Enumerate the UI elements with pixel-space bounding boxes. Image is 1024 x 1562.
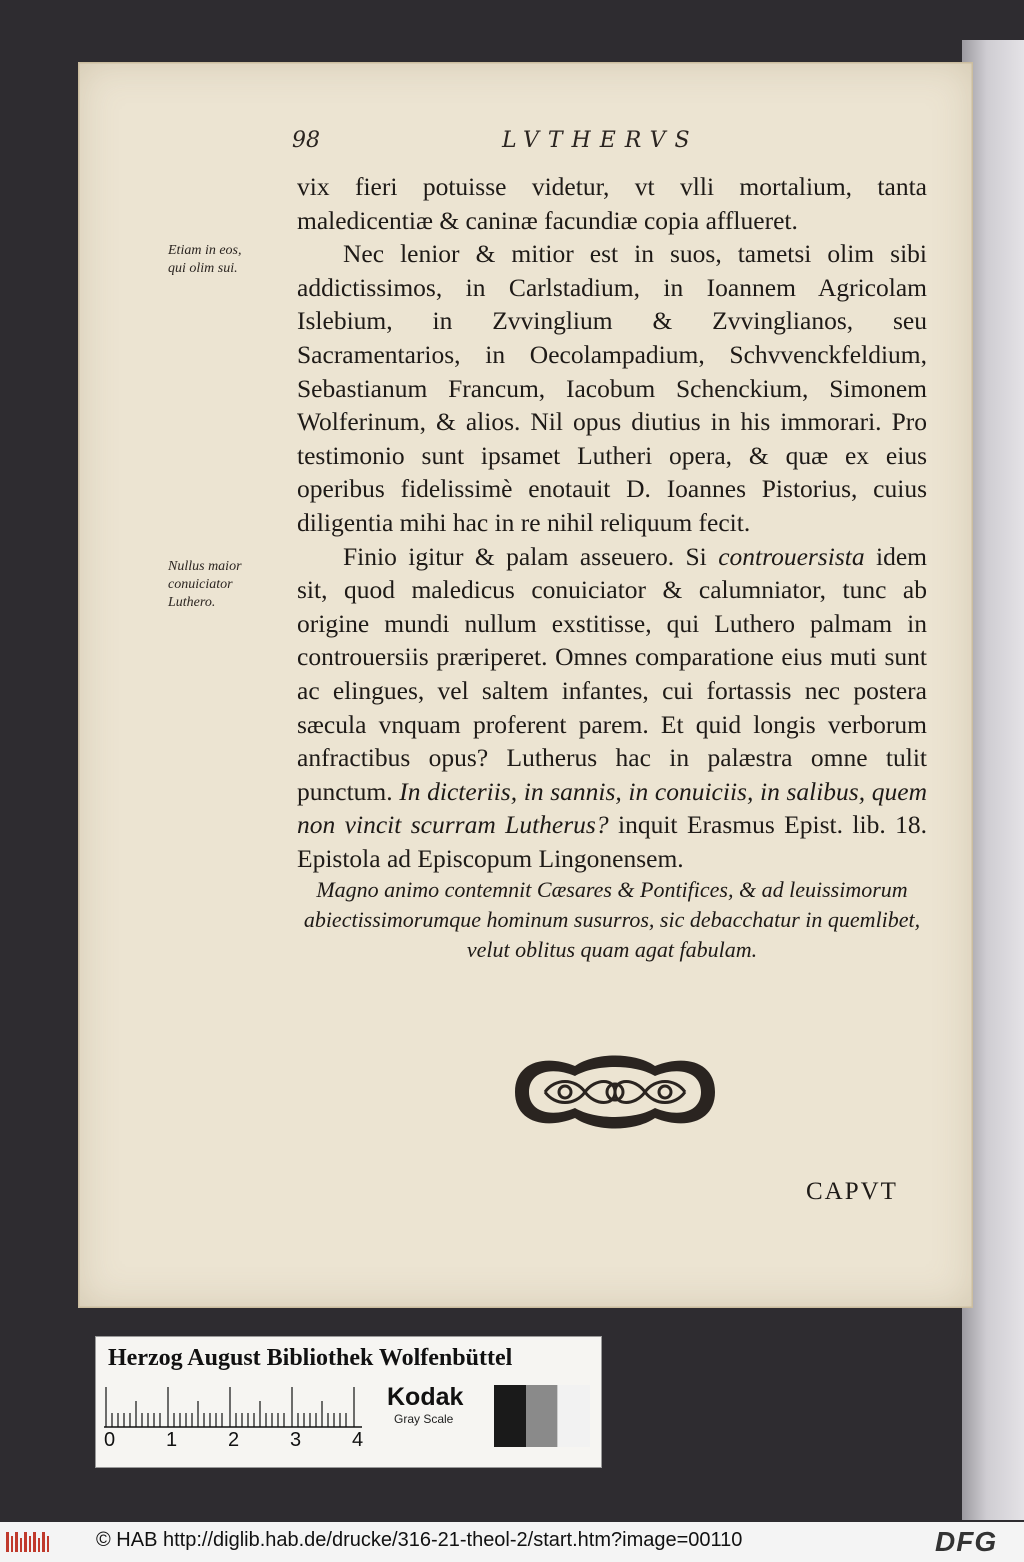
kodak-brand: Kodak	[387, 1383, 464, 1411]
closing-quote: Magno animo contemnit Cæsares & Pontifices, & ad leuissimorum abiectissimorumque hominum susurros, sic debacchatur in quemlibet, velut oblitus quam agat fabulam.	[303, 877, 921, 963]
margin-note-line: Etiam in eos,	[168, 243, 242, 258]
ruler-number: 3	[290, 1429, 302, 1451]
gray-scale-label: Gray Scale	[394, 1412, 454, 1426]
ruler-number: 0	[104, 1429, 116, 1451]
body-text	[297, 170, 927, 965]
margin-note-1	[168, 242, 296, 278]
paragraph-1: vix fieri potuisse videtur, vt vlli mortalium, tanta maledicentiæ & caninæ facundiæ copia afflueret.	[297, 172, 927, 235]
paragraph-3-italic: controuersista	[718, 541, 865, 571]
ruler-number: 2	[228, 1429, 240, 1451]
ruler-number: 1	[166, 1429, 178, 1451]
paragraph-3	[297, 540, 927, 876]
margin-note-line: conuiciator	[168, 577, 233, 592]
gray-swatches	[494, 1385, 590, 1447]
erasmus-quote: In dicteriis, in sannis, in conuiciis, in salibus, quem non vincit scurram Lutherus?	[297, 776, 927, 840]
page-number: 98	[292, 128, 320, 153]
swatch-gray	[526, 1385, 558, 1447]
margin-note-line: qui olim sui.	[168, 261, 238, 276]
color-calibration-card	[95, 1336, 602, 1468]
footer-bar	[0, 1522, 1024, 1562]
ornament-icon	[505, 1048, 725, 1136]
dfg-logo: DFG	[935, 1526, 998, 1557]
paragraph-2: Nec lenior & mitior est in suos, tametsi olim sibi addictissimos, in Carlstadium, in Ioannem Agricolam Islebium, in Zvvinglium & Zvvinglianos, seu Sacramentarios, in Oecolampadium, Schvvenckfeldium, Sebastianum Francum, Iacobum Schenckium, Simonem Wolferinum, & alios. Nil opus diutius in his immorari. Pro testimonio sunt ipsamet Lutheri opera, & quæ ex eius operibus fidelissimè enotauit D. Ioannes Pistorius, cuius diligentia mihi hac in re nihil reliquum fecit.	[297, 239, 927, 537]
catchword: CAPVT	[806, 1178, 898, 1205]
hab-barcode-icon	[6, 1530, 50, 1554]
source-url: © HAB http://diglib.hab.de/drucke/316-21-theol-2/start.htm?image=00110	[96, 1529, 743, 1551]
swatch-white	[557, 1385, 590, 1447]
ruler-icon	[104, 1383, 362, 1429]
ruler-number: 4	[352, 1429, 364, 1451]
running-head: LVTHERVS	[502, 128, 699, 153]
ruler-numbers	[104, 1429, 374, 1455]
paragraph-3-text: idem sit, quod maledicus conuiciator & calumniator, tunc ab origine mundi nullum exstitisse, qui Luthero palmam in controuersiis præriperet. Omnes comparatione eius muti sunt ac elingues, vel saltem infantes, cui fortassis nec postera sæcula vnquam proferent parem. Et quid longis verborum anfractibus opus? Lutherus hac in palæstra omne tulit punctum.	[297, 541, 927, 806]
institution-name: Herzog August Bibliothek Wolfenbüttel	[108, 1345, 513, 1371]
paragraph-3-text: Finio igitur & palam asseuero. Si	[343, 541, 719, 571]
paragraph-3-text: inquit Erasmus Epist. lib. 18. Epistola ad Episcopum Lingonensem.	[297, 810, 927, 873]
swatch-black	[494, 1385, 526, 1447]
page-header	[292, 128, 932, 162]
margin-note-line: Nullus maior	[168, 559, 242, 574]
margin-note-line: Luthero.	[168, 595, 216, 610]
margin-note-2	[168, 558, 296, 612]
